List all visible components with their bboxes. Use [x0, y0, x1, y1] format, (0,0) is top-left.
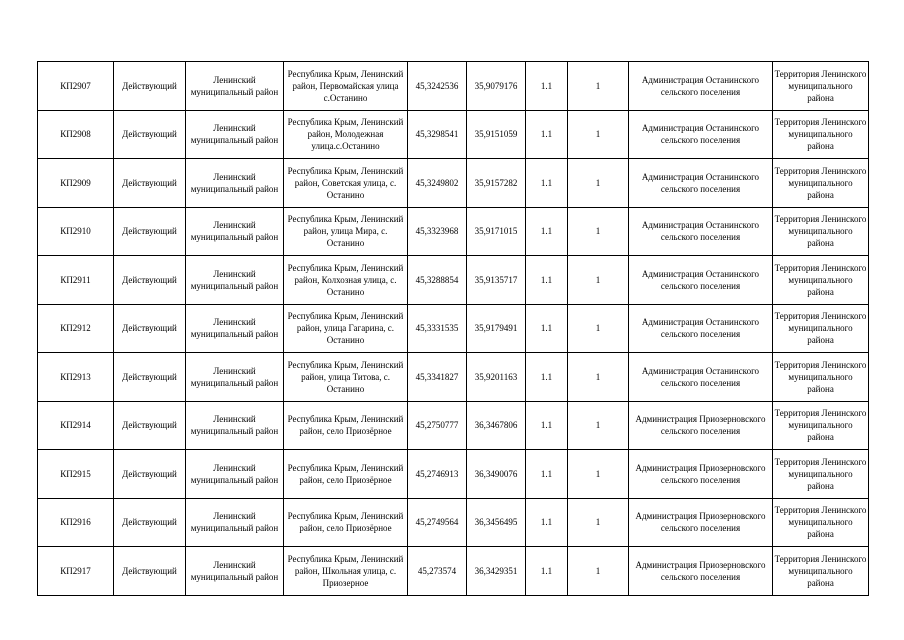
- cell-owner: Администрация Останинского сельского поселения: [629, 62, 773, 111]
- cell-category: 1.1: [526, 207, 568, 256]
- cell-status: Действующий: [114, 401, 186, 450]
- cell-address: Республика Крым, Ленинский район, Советская улица, с. Останино: [284, 159, 408, 208]
- cell-code: КП2908: [38, 110, 114, 159]
- cell-code: КП2915: [38, 450, 114, 499]
- table-row: [38, 498, 869, 547]
- cell-owner: Администрация Останинского сельского поселения: [629, 159, 773, 208]
- cell-latitude: 45,2750777: [408, 401, 467, 450]
- table-row: [38, 256, 869, 305]
- cell-count: 1: [568, 353, 629, 402]
- cell-territory: Территория Ленинского муниципального района: [773, 256, 869, 305]
- cell-owner: Администрация Приозерновского сельского поселения: [629, 547, 773, 596]
- cell-owner: Администрация Останинского сельского поселения: [629, 304, 773, 353]
- cell-code: КП2916: [38, 498, 114, 547]
- cell-district: Ленинский муниципальный район: [186, 450, 284, 499]
- cell-district: Ленинский муниципальный район: [186, 256, 284, 305]
- cell-longitude: 35,9151059: [467, 110, 526, 159]
- cell-count: 1: [568, 401, 629, 450]
- cell-code: КП2912: [38, 304, 114, 353]
- table-row: [38, 450, 869, 499]
- cell-code: КП2914: [38, 401, 114, 450]
- cell-count: 1: [568, 450, 629, 499]
- cell-owner: Администрация Останинского сельского поселения: [629, 256, 773, 305]
- cell-latitude: 45,2746913: [408, 450, 467, 499]
- cell-status: Действующий: [114, 110, 186, 159]
- cell-status: Действующий: [114, 450, 186, 499]
- cell-address: Республика Крым, Ленинский район, село Приозёрное: [284, 450, 408, 499]
- cell-count: 1: [568, 498, 629, 547]
- cell-longitude: 35,9079176: [467, 62, 526, 111]
- cell-territory: Территория Ленинского муниципального района: [773, 450, 869, 499]
- cell-longitude: 36,3456495: [467, 498, 526, 547]
- cell-code: КП2911: [38, 256, 114, 305]
- table-row: [38, 110, 869, 159]
- cell-category: 1.1: [526, 110, 568, 159]
- cell-code: КП2909: [38, 159, 114, 208]
- cell-category: 1.1: [526, 353, 568, 402]
- cell-territory: Территория Ленинского муниципального района: [773, 207, 869, 256]
- cell-longitude: 36,3429351: [467, 547, 526, 596]
- cell-category: 1.1: [526, 450, 568, 499]
- cell-district: Ленинский муниципальный район: [186, 110, 284, 159]
- cell-territory: Территория Ленинского муниципального района: [773, 353, 869, 402]
- cell-longitude: 35,9135717: [467, 256, 526, 305]
- cell-status: Действующий: [114, 159, 186, 208]
- cell-code: КП2913: [38, 353, 114, 402]
- cell-status: Действующий: [114, 547, 186, 596]
- cell-latitude: 45,3298541: [408, 110, 467, 159]
- cell-status: Действующий: [114, 62, 186, 111]
- cell-latitude: 45,3249802: [408, 159, 467, 208]
- cell-address: Республика Крым, Ленинский район, Школьная улица, с. Приозерное: [284, 547, 408, 596]
- cell-address: Республика Крым, Ленинский район, улица Гагарина, с. Останино: [284, 304, 408, 353]
- cell-address: Республика Крым, Ленинский район, село Приозёрное: [284, 401, 408, 450]
- cell-latitude: 45,273574: [408, 547, 467, 596]
- cell-category: 1.1: [526, 401, 568, 450]
- cell-territory: Территория Ленинского муниципального района: [773, 159, 869, 208]
- table-row: [38, 304, 869, 353]
- cell-code: КП2917: [38, 547, 114, 596]
- cell-district: Ленинский муниципальный район: [186, 353, 284, 402]
- cell-district: Ленинский муниципальный район: [186, 498, 284, 547]
- table-row: [38, 62, 869, 111]
- cell-address: Республика Крым, Ленинский район, улица Мира, с. Останино: [284, 207, 408, 256]
- cell-territory: Территория Ленинского муниципального района: [773, 401, 869, 450]
- cell-territory: Территория Ленинского муниципального района: [773, 62, 869, 111]
- cell-category: 1.1: [526, 547, 568, 596]
- cell-latitude: 45,3331535: [408, 304, 467, 353]
- cell-territory: Территория Ленинского муниципального района: [773, 547, 869, 596]
- table-row: [38, 547, 869, 596]
- table-row: [38, 353, 869, 402]
- cell-longitude: 36,3467806: [467, 401, 526, 450]
- cell-status: Действующий: [114, 207, 186, 256]
- table-row: [38, 207, 869, 256]
- cell-address: Республика Крым, Ленинский район, Молодежная улица.с.Останино: [284, 110, 408, 159]
- cell-district: Ленинский муниципальный район: [186, 159, 284, 208]
- registry-table: [37, 61, 869, 596]
- cell-owner: Администрация Останинского сельского поселения: [629, 353, 773, 402]
- cell-category: 1.1: [526, 62, 568, 111]
- cell-status: Действующий: [114, 256, 186, 305]
- cell-territory: Территория Ленинского муниципального района: [773, 304, 869, 353]
- cell-status: Действующий: [114, 353, 186, 402]
- cell-address: Республика Крым, Ленинский район, Первомайская улица с.Останино: [284, 62, 408, 111]
- cell-code: КП2907: [38, 62, 114, 111]
- cell-count: 1: [568, 304, 629, 353]
- cell-district: Ленинский муниципальный район: [186, 62, 284, 111]
- cell-count: 1: [568, 207, 629, 256]
- cell-district: Ленинский муниципальный район: [186, 401, 284, 450]
- cell-latitude: 45,3242536: [408, 62, 467, 111]
- registry-body: [38, 62, 869, 596]
- cell-count: 1: [568, 256, 629, 305]
- cell-status: Действующий: [114, 304, 186, 353]
- cell-count: 1: [568, 62, 629, 111]
- cell-territory: Территория Ленинского муниципального района: [773, 498, 869, 547]
- cell-category: 1.1: [526, 256, 568, 305]
- cell-district: Ленинский муниципальный район: [186, 547, 284, 596]
- cell-latitude: 45,3341827: [408, 353, 467, 402]
- cell-territory: Территория Ленинского муниципального района: [773, 110, 869, 159]
- cell-district: Ленинский муниципальный район: [186, 207, 284, 256]
- cell-count: 1: [568, 159, 629, 208]
- table-row: [38, 159, 869, 208]
- cell-latitude: 45,3288854: [408, 256, 467, 305]
- cell-longitude: 35,9171015: [467, 207, 526, 256]
- cell-longitude: 35,9201163: [467, 353, 526, 402]
- cell-address: Республика Крым, Ленинский район, село Приозёрное: [284, 498, 408, 547]
- cell-latitude: 45,3323968: [408, 207, 467, 256]
- cell-owner: Администрация Останинского сельского поселения: [629, 207, 773, 256]
- cell-address: Республика Крым, Ленинский район, улица Титова, с. Останино: [284, 353, 408, 402]
- cell-category: 1.1: [526, 304, 568, 353]
- cell-owner: Администрация Останинского сельского поселения: [629, 110, 773, 159]
- cell-address: Республика Крым, Ленинский район, Колхозная улица, с. Останино: [284, 256, 408, 305]
- cell-owner: Администрация Приозерновского сельского поселения: [629, 498, 773, 547]
- cell-code: КП2910: [38, 207, 114, 256]
- cell-latitude: 45,2749564: [408, 498, 467, 547]
- cell-longitude: 35,9157282: [467, 159, 526, 208]
- cell-category: 1.1: [526, 498, 568, 547]
- cell-district: Ленинский муниципальный район: [186, 304, 284, 353]
- cell-count: 1: [568, 110, 629, 159]
- cell-owner: Администрация Приозерновского сельского поселения: [629, 450, 773, 499]
- table-row: [38, 401, 869, 450]
- cell-longitude: 35,9179491: [467, 304, 526, 353]
- cell-category: 1.1: [526, 159, 568, 208]
- cell-longitude: 36,3490076: [467, 450, 526, 499]
- cell-count: 1: [568, 547, 629, 596]
- cell-owner: Администрация Приозерновского сельского поселения: [629, 401, 773, 450]
- cell-status: Действующий: [114, 498, 186, 547]
